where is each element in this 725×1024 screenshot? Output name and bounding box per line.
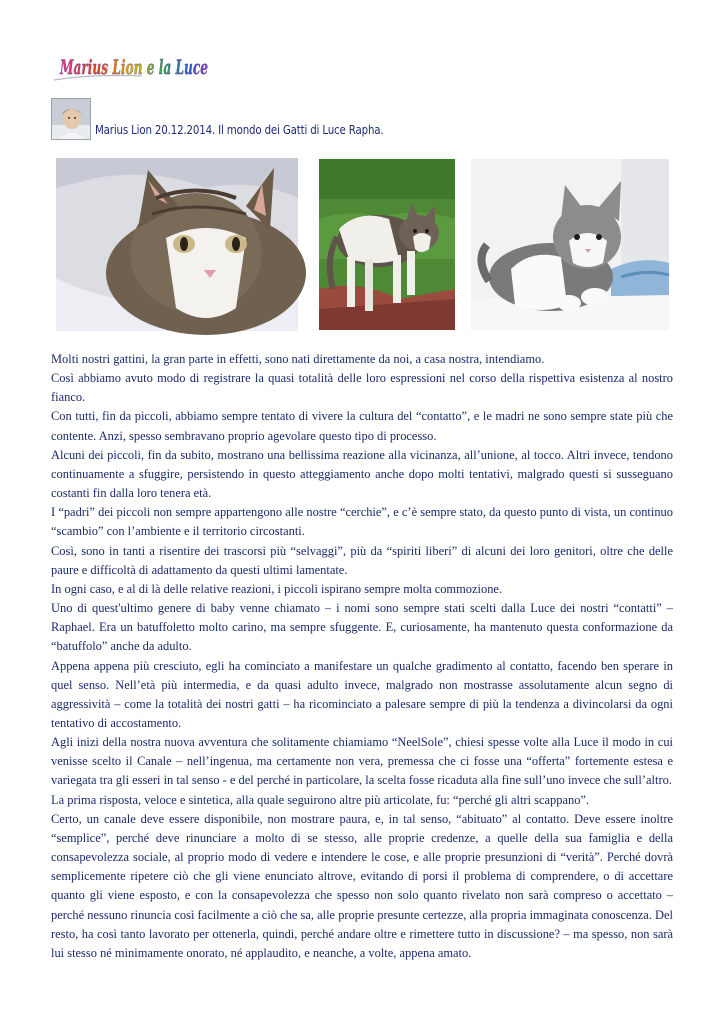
- article-paragraph: La prima risposta, veloce e sintetica, alla quale seguirono altre più articolate, fu: “perché gli altri scappano”.: [51, 792, 590, 807]
- article-paragraph: Così, sono in tanti a risentire dei trascorsi più “selvaggi”, più da “spiriti liberi” di alcuni dei loro genitori, oltre che delle paure e difficoltà di adattamento da questi ultimi lamentate.: [51, 543, 673, 577]
- article-paragraph: Agli inizi della nostra nuova avventura che solitamente chiamiamo “NeelSole”, chiesi spesse volte alla Luce il modo in cui venisse scelto il Canale – nell’ingenua, ma certamente non vera, premessa che ci fosse una “offerta” fortemente estesa e variegata tra gli esseri in tal senso - e del perché in particolare, la scelta fosse ricaduta alla fine sull’uno invece che sull’altro.: [51, 735, 673, 788]
- kitten-standing-photo: [319, 159, 455, 330]
- logo-text: Marius Lion e la Luce: [59, 55, 208, 79]
- article-paragraph: Appena appena più cresciuto, egli ha cominciato a manifestare un qualche gradimento al contatto, facendo ben sperare in quel senso. Nell’età più intermedia, e da quasi adulto invece, malgrado non mostrasse assolutamente alcun segno di aggressività – come la totalità dei nostri gatti – ha ricominciato a palesare sempre di più la tendenza a divincolarsi da ogni tentativo di accostamento.: [51, 658, 673, 730]
- article-paragraph: Così abbiamo avuto modo di registrare la quasi totalità delle loro espressioni nel corso della rispettiva esistenza al nostro fianco.: [51, 371, 673, 405]
- article-body: [51, 350, 673, 963]
- article-paragraph: Uno di quest'ultimo genere di baby venne chiamato – i nomi sono sempre stati scelti dalla Luce dei nostri “contatti” – Raphael. Era un batuffoletto molto carino, ma sempre sfuggente. E, curiosamente, ha mantenuto questa conformazione da “batuffolo” anche da adulto.: [51, 601, 673, 654]
- article-paragraph: I “padri” dei piccoli non sempre appartengono alle nostre “cerchie”, e c’è sempre stato, da questo punto di vista, un continuo “scambio” con l’ambiente e il territorio circostanti.: [51, 505, 673, 539]
- post-title: Marius Lion 20.12.2014. Il mondo dei Gatti di Luce Rapha.: [95, 122, 384, 137]
- article-paragraph: Con tutti, fin da piccoli, abbiamo sempre tentato di vivere la cultura del “contatto”, e le madri ne sono sempre state più che contente. Anzi, spesso sembravano proprio agevolare questo tipo di processo.: [51, 409, 673, 443]
- article-paragraph: Alcuni dei piccoli, fin da subito, mostrano una bellissima reazione alla vicinanza, all’unione, al tocco. Altri invece, tendono continuamente a sfuggire, persistendo in questo atteggiamento anche dopo molti tentativi, malgrado questi si susseguano costanti fin dalla loro tenera età.: [51, 447, 673, 501]
- article-paragraph: Molti nostri gattini, la gran parte in effetti, sono nati direttamente da noi, a casa nostra, intendiamo.: [51, 352, 545, 366]
- kitten-lying-photo: [471, 159, 669, 330]
- kitten-close-up-photo: [56, 158, 298, 331]
- article-paragraph: Certo, un canale deve essere disponibile, non mostrare paura, e, in tal senso, “abituato” al contatto. Deve essere inoltre “semplice”, perché deve rinunciare a molto di se stesso, alle proprie credenze, a quelle della sua famiglia e della consapevolezza sociale, al proprio modo di vedere e intendere le cose, e alle proprie presunzioni di “verità”. Perché dovrà semplicemente ripetere ciò che gli viene enunciato altrove, evitando di porsi il problema di comprendere, o di accettare quanto gli viene esposto, e con la consapevolezza che spesso non solo quanto rivelato non sarà compreso o accettato – perché nessuno rinuncia così facilmente a ciò che sa, alle proprie presunte certezze, alla propria immaginata conoscenza. Del resto, ha così tanto lavorato per ottenerla, quindi, perché andare oltre e rimettere tutto in discussione? – ma spesso, non sarà lui stesso né minimamente onorato, né applaudito, e neanche, a volte, appena amato.: [51, 811, 673, 960]
- post-header: [51, 98, 671, 140]
- avatar[interactable]: [51, 98, 91, 140]
- article-paragraph: In ogni caso, e al di là delle relative reazioni, i piccoli ispirano sempre molta commozione.: [51, 581, 503, 596]
- site-logo[interactable]: [52, 52, 212, 86]
